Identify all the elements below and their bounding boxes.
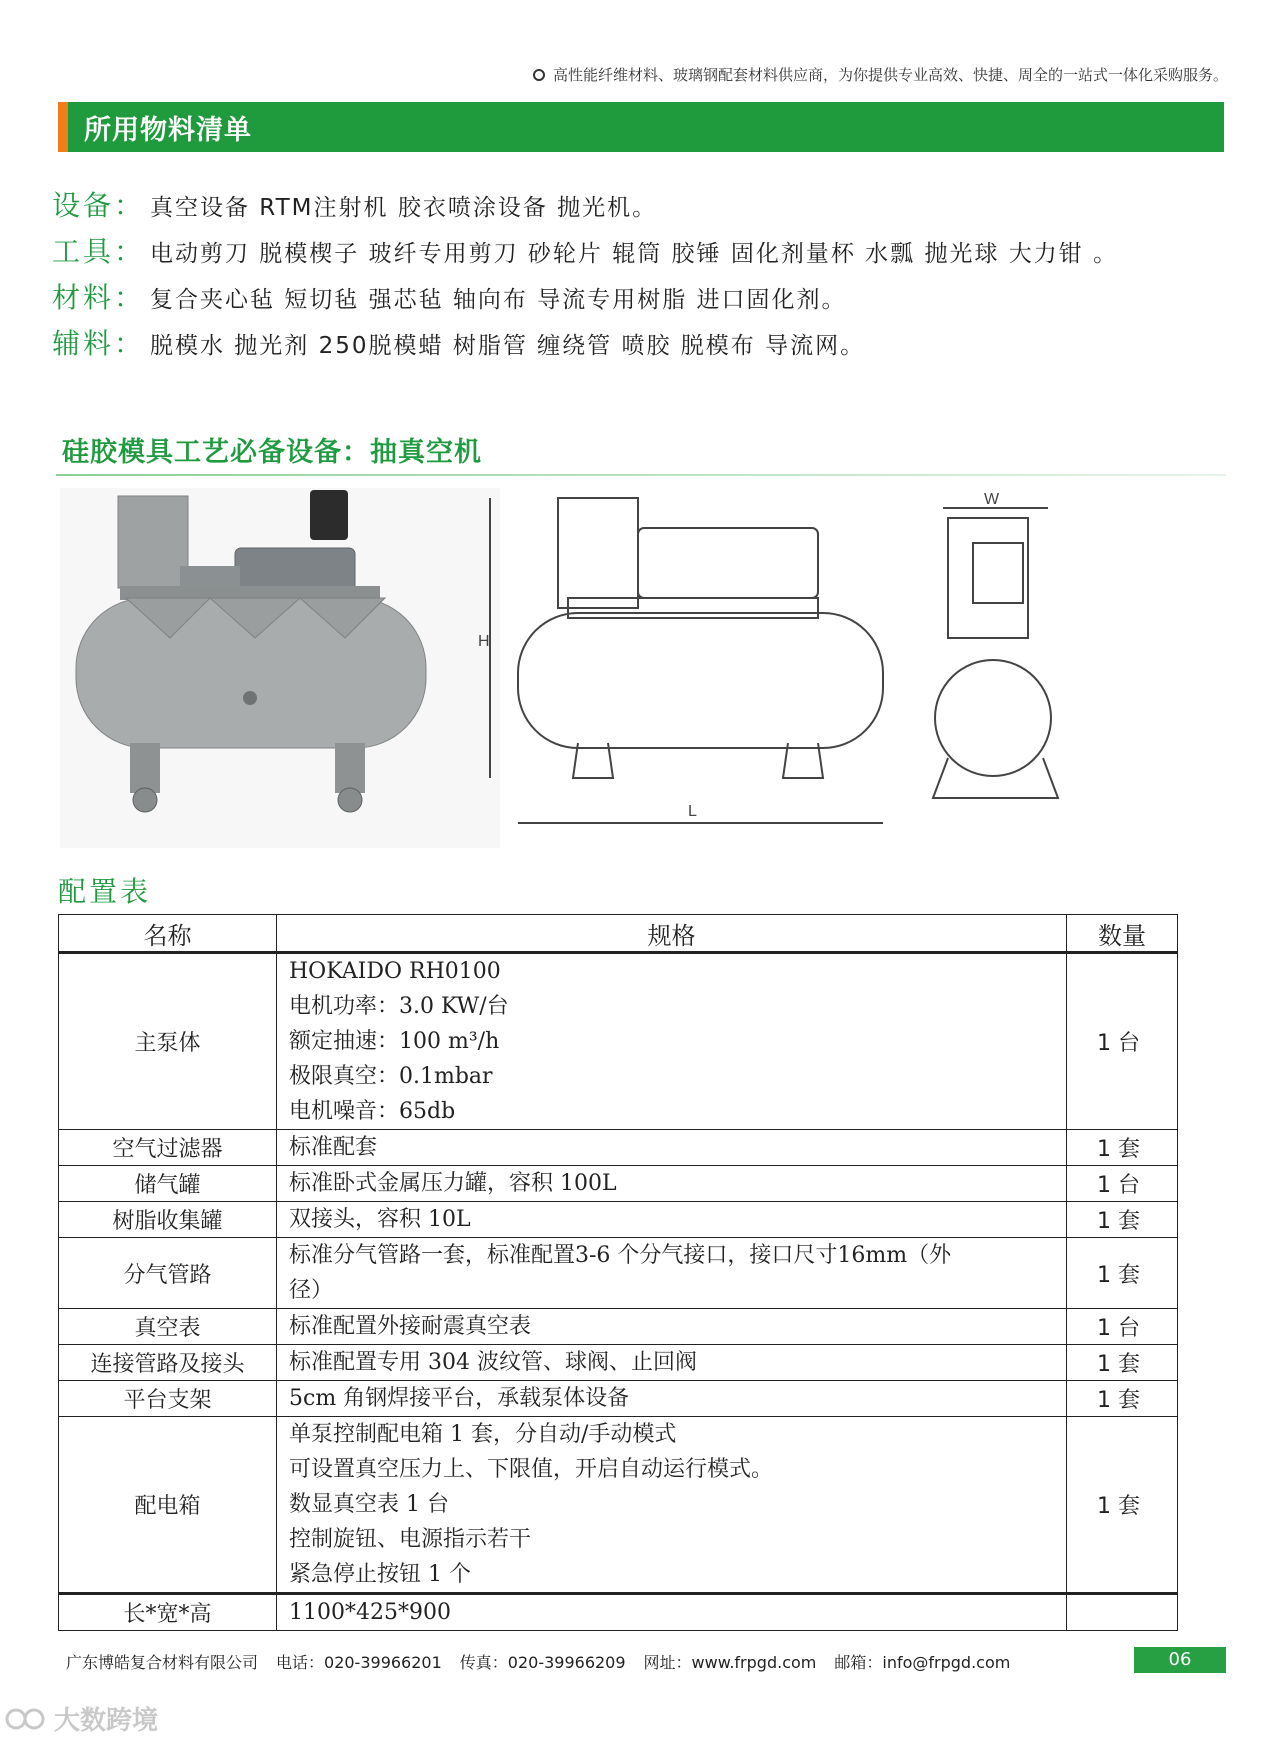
- spec-line: 电机噪音：65db: [289, 1099, 456, 1124]
- row-name: 主泵体: [59, 953, 277, 1130]
- materials-text: 脱模水 抛光剂 250脱模蜡 树脂管 缠绕管 喷胶 脱模布 导流网。: [150, 333, 866, 359]
- spec-line: 径）: [289, 1278, 334, 1303]
- spec-line: 控制旋钮、电源指示若干: [289, 1527, 532, 1552]
- row-name: 真空表: [59, 1309, 277, 1345]
- row-name: 长*宽*高: [59, 1594, 277, 1631]
- header-tagline: [533, 64, 1228, 85]
- row-name: 储气罐: [59, 1166, 277, 1202]
- header-qty: 数量: [1067, 915, 1178, 953]
- materials-row-materials: [52, 276, 1252, 322]
- row-qty: 1 台: [1067, 953, 1178, 1130]
- row-spec: [277, 1309, 1067, 1345]
- vacuum-pump-photo: [60, 488, 500, 848]
- page-footer: [66, 1650, 1010, 1673]
- banner-title: 所用物料清单: [84, 114, 252, 146]
- spec-line: 数显真空表 1 台: [289, 1492, 449, 1517]
- materials-list: [52, 184, 1252, 368]
- spec-line: HOKAIDO RH0100: [289, 959, 501, 984]
- spec-line: 标准配置专用 304 波纹管、球阀、止回阀: [289, 1350, 697, 1375]
- watermark: [4, 1700, 158, 1737]
- spec-line: 标准配置外接耐震真空表: [289, 1314, 532, 1339]
- header-name: 名称: [59, 915, 277, 953]
- table-row: [59, 1381, 1178, 1417]
- spec-line: 紧急停止按钮 1 个: [289, 1562, 471, 1587]
- table-row: [59, 1130, 1178, 1166]
- row-spec: [277, 1345, 1067, 1381]
- materials-label: 设备：: [52, 189, 146, 222]
- table-row: [59, 1238, 1178, 1309]
- banner-accent: [58, 102, 68, 152]
- page-number: 06: [1134, 1647, 1226, 1673]
- row-qty: 1 台: [1067, 1309, 1178, 1345]
- drawing-label-w: W: [984, 491, 1000, 508]
- row-name: 树脂收集罐: [59, 1202, 277, 1238]
- spec-line: 单泵控制配电箱 1 套，分自动/手动模式: [289, 1422, 677, 1447]
- row-qty: 1 套: [1067, 1417, 1178, 1594]
- watermark-logo-icon: [4, 1704, 48, 1734]
- materials-row-auxiliary: [52, 322, 1252, 368]
- row-qty: 1 套: [1067, 1381, 1178, 1417]
- row-qty: 1 台: [1067, 1166, 1178, 1202]
- spec-line: 双接头，容积 10L: [289, 1207, 471, 1232]
- table-row: [59, 1345, 1178, 1381]
- watermark-text: 大数跨境: [54, 1706, 159, 1736]
- footer-phone: 电话：020-39966201: [276, 1653, 442, 1672]
- materials-row-equipment: [52, 184, 1252, 230]
- vacuum-pump-drawing: [478, 488, 1238, 848]
- section-banner: [58, 102, 1224, 152]
- drawing-label-l: L: [688, 803, 697, 820]
- footer-fax: 传真：020-39966209: [459, 1653, 626, 1672]
- footer-email[interactable]: 邮箱：info@frpgd.com: [834, 1653, 1011, 1672]
- section-title-vacuum-pump: 硅胶模具工艺必备设备：抽真空机: [62, 437, 482, 468]
- row-spec: [277, 1417, 1067, 1594]
- row-qty: 1 套: [1067, 1202, 1178, 1238]
- row-spec: [277, 1130, 1067, 1166]
- row-spec: [277, 1166, 1067, 1202]
- row-qty: 1 套: [1067, 1345, 1178, 1381]
- footer-website[interactable]: 网址：www.frpgd.com: [643, 1653, 817, 1672]
- row-name: 连接管路及接头: [59, 1345, 277, 1381]
- row-name: 分气管路: [59, 1238, 277, 1309]
- row-spec: [277, 1594, 1067, 1631]
- header-spec: 规格: [277, 915, 1067, 953]
- config-table-title: 配置表: [58, 875, 152, 908]
- materials-label: 工具：: [52, 235, 146, 268]
- row-qty: [1067, 1594, 1178, 1631]
- table-row: [59, 1309, 1178, 1345]
- table-header-row: [59, 915, 1178, 953]
- row-spec: [277, 953, 1067, 1130]
- footer-company: 广东博皓复合材料有限公司: [66, 1653, 259, 1672]
- config-table: [58, 914, 1178, 1631]
- circle-icon: [533, 69, 545, 81]
- spec-line: 电机功率：3.0 KW/台: [289, 994, 509, 1019]
- row-name: 平台支架: [59, 1381, 277, 1417]
- spec-line: 1100*425*900: [289, 1600, 451, 1625]
- materials-text: 复合夹心毡 短切毡 强芯毡 轴向布 导流专用树脂 进口固化剂。: [150, 287, 847, 313]
- spec-line: 标准卧式金属压力罐，容积 100L: [289, 1171, 617, 1196]
- spec-line: 标准配套: [289, 1135, 378, 1160]
- tagline-text: 高性能纤维材料、玻璃钢配套材料供应商，为你提供专业高效、快捷、周全的一站式一体化采购服务。: [552, 66, 1228, 84]
- spec-line: 标准分气管路一套，标准配置3-6 个分气接口，接口尺寸16mm（外: [289, 1243, 952, 1268]
- table-row: [59, 1417, 1178, 1594]
- spec-line: 额定抽速：100 m³/h: [289, 1029, 500, 1054]
- section-divider: [56, 474, 1226, 476]
- materials-row-tools: [52, 230, 1252, 276]
- spec-line: 可设置真空压力上、下限值，开启自动运行模式。: [289, 1457, 774, 1482]
- row-qty: 1 套: [1067, 1130, 1178, 1166]
- table-row: [59, 1594, 1178, 1631]
- table-row: [59, 953, 1178, 1130]
- row-spec: [277, 1202, 1067, 1238]
- materials-label: 材料：: [52, 281, 146, 314]
- row-name: 配电箱: [59, 1417, 277, 1594]
- row-qty: 1 套: [1067, 1238, 1178, 1309]
- row-name: 空气过滤器: [59, 1130, 277, 1166]
- spec-line: 极限真空：0.1mbar: [289, 1064, 493, 1089]
- spec-line: 5cm 角钢焊接平台，承载泵体设备: [289, 1386, 630, 1411]
- table-row: [59, 1202, 1178, 1238]
- materials-text: 电动剪刀 脱模楔子 玻纤专用剪刀 砂轮片 辊筒 胶锤 固化剂量杯 水瓢 抛光球 大力钳 。: [150, 241, 1119, 267]
- drawing-label-h: H: [478, 633, 490, 650]
- row-spec: [277, 1238, 1067, 1309]
- table-row: [59, 1166, 1178, 1202]
- row-spec: [277, 1381, 1067, 1417]
- materials-text: 真空设备 RTM注射机 胶衣喷涂设备 抛光机。: [150, 195, 658, 221]
- materials-label: 辅料：: [52, 327, 146, 360]
